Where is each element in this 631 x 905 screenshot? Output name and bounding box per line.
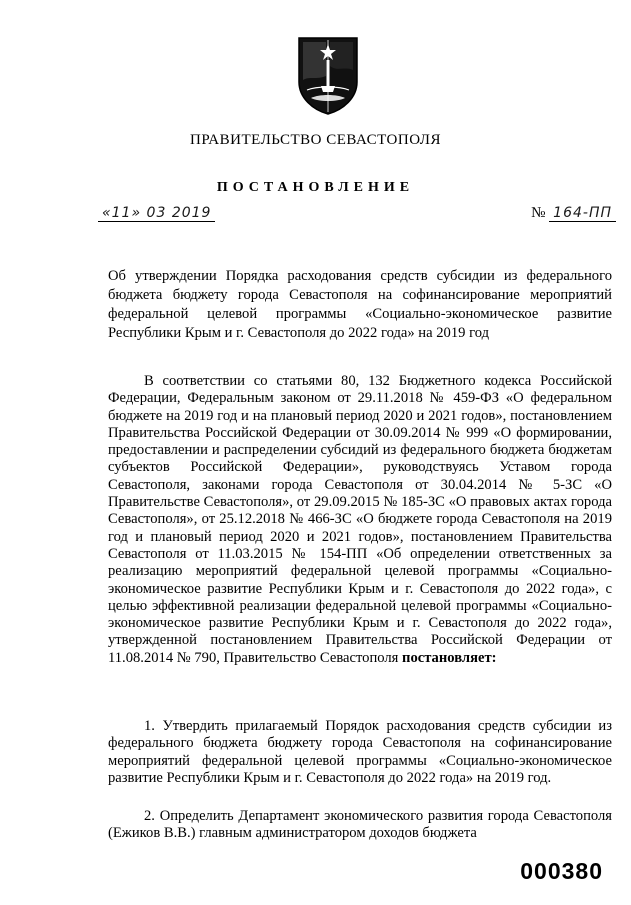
item-2-text: 2. Определить Департамент экономического развития города Севастополя (Ежиков В.В.) главным администратором доходов бюджета — [108, 808, 612, 842]
coat-of-arms-icon — [297, 36, 359, 116]
date-prefix: « — [102, 205, 112, 221]
paragraph-preamble — [108, 373, 612, 667]
number-prefix: № — [531, 205, 546, 221]
date-rest: » 03 2019 — [131, 205, 212, 221]
preamble-text: В соответствии со статьями 80, 132 Бюджетного кодекса Российской Федерации, Федеральным законом от 29.11.2018 № 459-ФЗ «О федеральном бюджете на 2019 год и на плановый период 2020 и 2021 годов», постановлением Правительства Российской Федерации от 30.09.2014 № 999 «О формировании, предоставлении и распределении субсидий из федерального бюджета бюджетам субъектов Российской Федерации», руководствуясь Уставом города Севастополя, законами города Севастополя от 30.04.2014 № 5-ЗС «О Правительстве Севастополя», от 29.09.2015 № 185-ЗС «О правовых актах города Севастополя», от 25.12.2018 № 466-ЗС «О бюджете города Севастополя на 2019 год и плановый период 2020 и 2021 годов», постановлением Правительства Севастополя от 11.03.2015 № 154-ПП «Об определении ответственных за реализацию мероприятий федеральной целевой программы «Социально-экономическое развитие Республики Крым и г. Севастополя до 2022 года», с целью эффективной реализации федеральной целевой программы «Социально-экономическое развитие Республики Крым и г. Севастополя до 2022 года», утвержденной постановлением Правительства Российской Федерации от 11.08.2014 № 790, Правительство Севастополя — [108, 373, 612, 666]
document-date — [98, 205, 215, 222]
preamble-bold: постановляет: — [402, 649, 497, 666]
paragraph-item-1 — [108, 718, 612, 787]
number-handwritten: 164-ПП — [549, 205, 616, 222]
document-subject: Об утверждении Порядка расходования средств субсидии из федерального бюджета бюджету города Севастополя на софинансирование мероприятий федеральной целевой программы «Социально-экономическое развитие Республики Крым и г. Севастополя до 2022 года» на 2019 год — [108, 268, 612, 341]
page-stamp-number: 000380 — [520, 858, 603, 884]
paragraph-item-2 — [108, 808, 612, 843]
date-day: 11 — [111, 205, 132, 221]
document-type: ПОСТАНОВЛЕНИЕ — [216, 180, 415, 195]
date-handwritten — [98, 205, 215, 222]
government-title: ПРАВИТЕЛЬСТВО СЕВАСТОПОЛЯ — [190, 132, 441, 148]
item-1-text: 1. Утвердить прилагаемый Порядок расходования средств субсидии из федерального бюджета бюджету города Севастополя на софинансирование мероприятий федеральной целевой программы «Социально-экономическое развитие Республики Крым и г. Севастополя до 2022 года» на 2019 год. — [108, 718, 612, 786]
document-number — [531, 205, 616, 222]
